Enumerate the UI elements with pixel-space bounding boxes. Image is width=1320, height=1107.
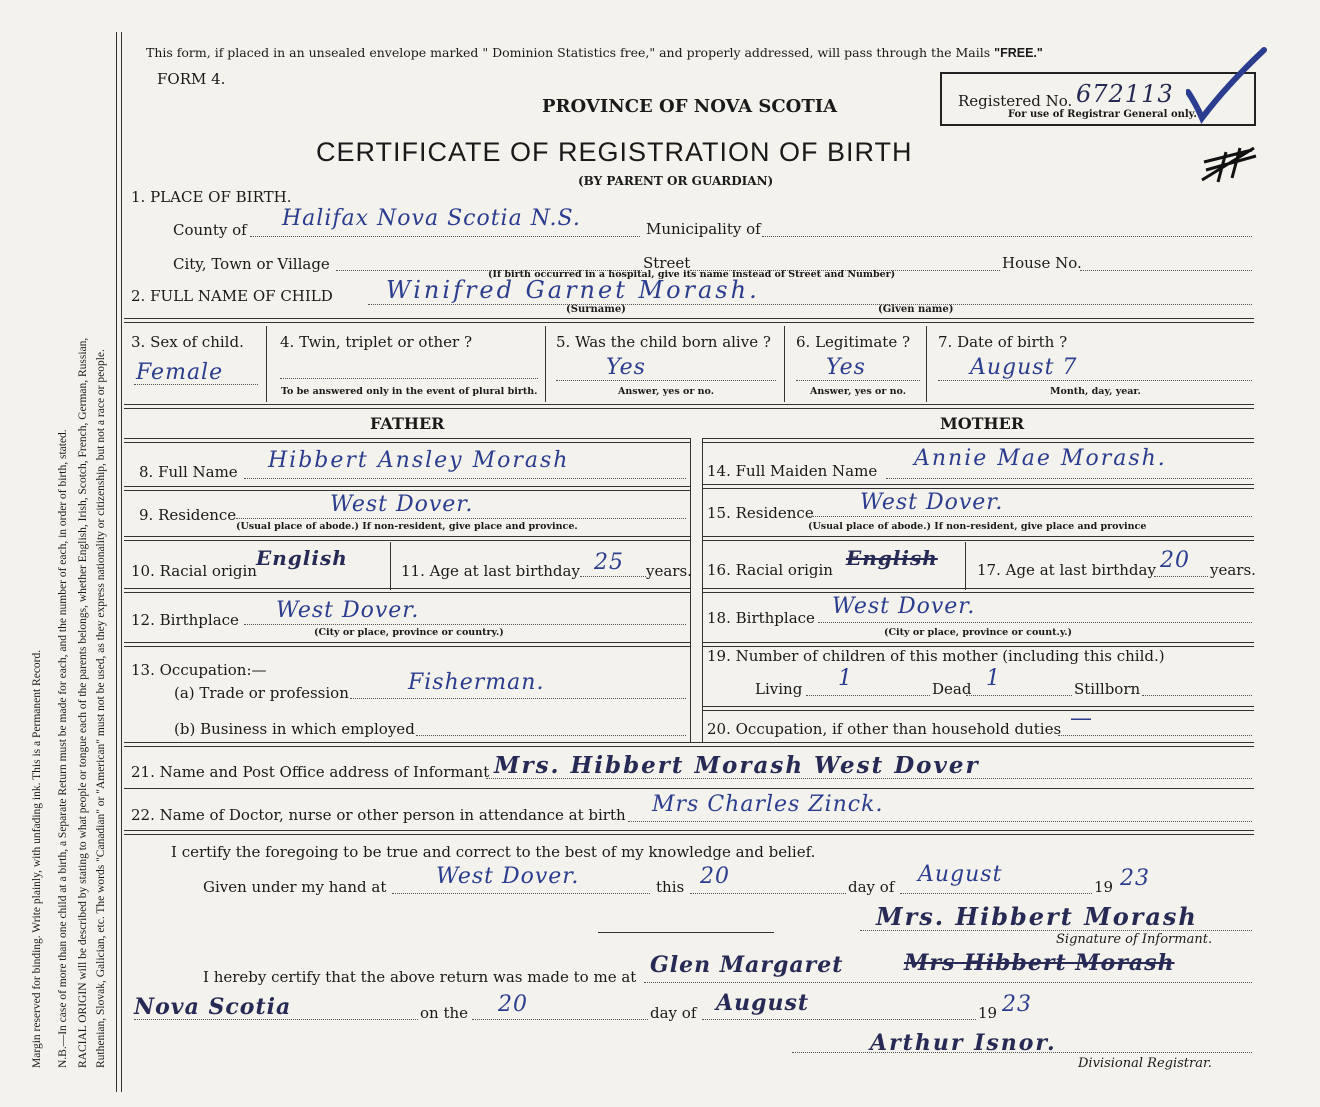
registered-box [940, 72, 1256, 126]
dead-label: Dead [932, 680, 972, 698]
legitimate-value: Yes [826, 355, 866, 380]
registrar-month-value: August [716, 990, 809, 1016]
father-name-value: Hibbert Ansley Morash [268, 448, 570, 473]
stillborn-label: Stillborn [1074, 680, 1141, 698]
registrar-signature-line [792, 1052, 1252, 1053]
check-mark-icon [1186, 46, 1270, 130]
given-under-label: Given under my hand at [203, 878, 387, 896]
father-age-unit: years. [646, 562, 692, 580]
mother-occupation-line [1058, 735, 1252, 736]
date-of-birth-note: Month, day, year. [1050, 386, 1141, 397]
mother-rule-4 [702, 588, 1254, 593]
margin-note-3: RACIAL ORIGIN will be described by stating to what people or tongue each of the parents belongs, whether English, Irish, Scotch, French, German, Russian, [77, 337, 89, 1068]
twin-note: To be answered only in the event of plural birth. [281, 386, 538, 397]
rule-after-parents [124, 742, 1254, 747]
postal-note-text: This form, if placed in an unsealed envelope marked " Dominion Statistics free," and properly addressed, will pass through the Mails [146, 45, 995, 60]
mother-birthplace-line [818, 622, 1252, 623]
father-name-line [244, 478, 686, 479]
legitimate-note: Answer, yes or no. [810, 386, 907, 397]
father-residence-label: 9. Residence [139, 506, 237, 524]
mother-occupation-value: — [1070, 706, 1093, 731]
binding-rule-inner [121, 32, 122, 1092]
given-day-of-label: day of [848, 878, 895, 896]
registrar-signature: Arthur Isnor. [870, 1030, 1057, 1056]
living-line [806, 695, 930, 696]
given-day-line [690, 893, 846, 894]
father-birthplace-value: West Dover. [276, 598, 420, 623]
father-rule-1 [124, 438, 690, 443]
living-label: Living [755, 680, 803, 698]
informant-label: 21. Name and Post Office address of Informant [131, 763, 490, 781]
date-of-birth-label: 7. Date of birth ? [938, 333, 1068, 351]
mother-name-value: Annie Mae Morash. [914, 446, 1167, 471]
margin-note-1: Margin reserved for binding. Write plainly, with unfading ink. This is a Permanent Record. [31, 649, 43, 1068]
father-rule-3 [124, 536, 690, 541]
born-alive-label: 5. Was the child born alive ? [556, 333, 771, 351]
postal-note [146, 45, 1043, 60]
father-birthplace-line [244, 624, 686, 625]
business-line [416, 735, 686, 736]
stillborn-line [1142, 695, 1252, 696]
born-alive-value: Yes [606, 355, 646, 380]
trade-line [350, 698, 686, 699]
occupation-label: 13. Occupation:— [131, 661, 267, 679]
postal-note-free: "FREE." [994, 46, 1043, 60]
registrar-scribble-icon [1198, 140, 1262, 190]
divider-6-7 [926, 326, 927, 402]
twin-line [280, 378, 538, 379]
mother-age-line [1154, 576, 1208, 577]
mother-residence-label: 15. Residence [707, 504, 814, 522]
divider-5-6 [784, 326, 785, 402]
given-day-value: 20 [700, 864, 730, 889]
county-value: Halifax Nova Scotia N.S. [282, 206, 581, 231]
father-age-label: 11. Age at last birthday [401, 562, 580, 580]
registrar-place-cont-line [134, 1019, 418, 1020]
doctor-label: 22. Name of Doctor, nurse or other person in attendance at birth [131, 806, 626, 824]
mother-heading: MOTHER [940, 414, 1025, 433]
hospital-note: (If birth occurred in a hospital, give its name instead of Street and Number) [488, 269, 896, 280]
mother-age-value: 20 [1160, 548, 1190, 573]
registrar-use-note: For use of Registrar General only. [1008, 109, 1197, 120]
divider-4-5 [545, 326, 546, 402]
child-name-label: 2. FULL NAME OF CHILD [131, 287, 333, 305]
born-alive-line [556, 380, 776, 381]
born-alive-note: Answer, yes or no. [618, 386, 715, 397]
registrar-year-prefix: 19 [978, 1004, 998, 1022]
county-label: County of [173, 221, 247, 239]
municipality-label: Municipality of [646, 220, 761, 238]
date-of-birth-line [938, 380, 1252, 381]
certificate-subtitle: (BY PARENT OR GUARDIAN) [578, 174, 774, 188]
father-racial-label: 10. Racial origin [131, 562, 257, 580]
mother-birthplace-value: West Dover. [832, 594, 976, 619]
father-residence-note: (Usual place of abode.) If non-resident, give place and province. [236, 521, 578, 532]
registered-label: Registered No. [958, 92, 1073, 110]
dead-line [966, 695, 1072, 696]
municipality-line [762, 236, 1252, 237]
father-rule-4 [124, 588, 690, 593]
legitimate-label: 6. Legitimate ? [796, 333, 911, 351]
mother-residence-note: (Usual place of abode.) If non-resident, give place and province [808, 521, 1147, 532]
surname-caption: (Surname) [566, 304, 626, 315]
mother-birthplace-label: 18. Birthplace [707, 609, 815, 627]
registrar-place-cont: Nova Scotia [134, 994, 292, 1020]
registrar-struck-name: Mrs Hibbert Morash [904, 950, 1175, 976]
given-place-line [392, 893, 650, 894]
informant-line [486, 778, 1252, 779]
sex-line [134, 384, 258, 385]
sex-value: Female [136, 360, 224, 385]
given-year-prefix: 19 [1094, 878, 1114, 896]
province-heading: PROVINCE OF NOVA SCOTIA [542, 96, 838, 117]
father-residence-line [236, 518, 686, 519]
father-rule-2 [124, 486, 690, 491]
children-count-label: 19. Number of children of this mother (including this child.) [707, 647, 1165, 665]
father-age-line [580, 576, 646, 577]
registrar-year-value: 23 [1002, 992, 1032, 1017]
certify-statement: I certify the foregoing to be true and correct to the best of my knowledge and belief. [171, 843, 816, 861]
trade-value: Fisherman. [408, 670, 545, 695]
father-birthplace-label: 12. Birthplace [131, 611, 239, 629]
given-name-caption: (Given name) [878, 304, 954, 315]
given-place-value: West Dover. [436, 864, 580, 889]
mother-birthplace-note: (City or place, province or count.y.) [884, 627, 1073, 638]
child-name-line [368, 304, 1252, 305]
doctor-value: Mrs Charles Zinck. [652, 792, 884, 817]
business-label: (b) Business in which employed [174, 720, 415, 738]
registrar-month-line [702, 1019, 976, 1020]
mother-rule-6 [702, 706, 1254, 711]
father-birthplace-note: (City or place, province or country.) [314, 627, 504, 638]
registrar-place-line [644, 982, 1252, 983]
signature-caption: Signature of Informant. [1056, 932, 1213, 947]
this-label: this [656, 878, 685, 896]
house-no-line [1080, 270, 1252, 271]
mother-name-label: 14. Full Maiden Name [707, 462, 878, 480]
certify-short-rule [598, 932, 774, 933]
county-line [250, 236, 640, 237]
father-racial-divider [390, 542, 391, 590]
mother-name-line [886, 478, 1252, 479]
given-year-value: 23 [1120, 866, 1150, 891]
father-heading: FATHER [370, 414, 445, 433]
informant-signature-line [860, 930, 1252, 931]
certificate-title: CERTIFICATE OF REGISTRATION OF BIRTH [316, 137, 913, 167]
place-of-birth-heading: 1. PLACE OF BIRTH. [131, 188, 292, 206]
child-name-value: Winifred Garnet Morash. [386, 276, 760, 304]
mother-occupation-label: 20. Occupation, if other than household duties [707, 720, 1062, 738]
registered-number: 672113 [1076, 80, 1174, 108]
registrar-caption: Divisional Registrar. [1078, 1056, 1212, 1071]
father-name-label: 8. Full Name [139, 463, 238, 481]
rule-after-doctor [124, 830, 1254, 835]
trade-label: (a) Trade or profession [174, 684, 349, 702]
mother-rule-2 [702, 484, 1254, 489]
living-value: 1 [838, 666, 853, 691]
rule-after-informant [124, 788, 1254, 789]
form-number: FORM 4. [157, 70, 226, 88]
house-no-label: House No. [1002, 254, 1082, 272]
margin-note-4: Ruthenian, Slovak, Galician, etc. The words "Canadian" or "American" must not be used, as they express nationality or citizenship, but not a race or people. [95, 349, 107, 1068]
mother-age-unit: years. [1210, 561, 1256, 579]
mother-racial-value: English [846, 546, 938, 570]
father-residence-value: West Dover. [330, 492, 474, 517]
binding-rule [116, 32, 117, 1092]
given-month-value: August [918, 862, 1003, 887]
mother-racial-divider [965, 542, 966, 590]
mother-residence-value: West Dover. [860, 490, 1004, 515]
mother-age-label: 17. Age at last birthday [977, 561, 1156, 579]
father-age-value: 25 [594, 550, 624, 575]
registrar-day-line [472, 1019, 648, 1020]
mother-racial-label: 16. Racial origin [707, 561, 833, 579]
registrar-place-value: Glen Margaret [650, 952, 844, 978]
parents-divider-left [690, 438, 691, 742]
city-label: City, Town or Village [173, 255, 330, 273]
dead-value: 1 [986, 666, 1001, 691]
given-month-line [900, 893, 1092, 894]
doctor-line [628, 821, 1252, 822]
father-rule-5 [124, 642, 690, 647]
legitimate-line [796, 380, 920, 381]
informant-value: Mrs. Hibbert Morash West Dover [494, 752, 980, 779]
father-racial-value: English [256, 546, 348, 570]
date-of-birth-value: August 7 [970, 355, 1078, 380]
sex-label: 3. Sex of child. [131, 333, 244, 351]
mother-residence-line [806, 516, 1252, 517]
twin-label: 4. Twin, triplet or other ? [280, 333, 472, 351]
street-label: Street [643, 254, 691, 272]
margin-note-2: N.B.—In case of more than one child at a birth, a Separate Return must be made for each, and the number of each, in order of birth, stated. [57, 429, 69, 1068]
mother-rule-3 [702, 536, 1254, 541]
registrar-day-value: 20 [498, 992, 528, 1017]
registrar-day-of-label: day of [650, 1004, 697, 1022]
rule-after-name [124, 318, 1254, 323]
mother-rule-1 [702, 438, 1254, 443]
registrar-on-the-label: on the [420, 1004, 469, 1022]
registrar-statement: I hereby certify that the above return was made to me at [203, 968, 637, 986]
divider-3-4 [266, 326, 267, 402]
rule-after-row3 [124, 404, 1254, 409]
informant-signature: Mrs. Hibbert Morash [876, 902, 1198, 931]
parents-divider-right [702, 438, 703, 742]
